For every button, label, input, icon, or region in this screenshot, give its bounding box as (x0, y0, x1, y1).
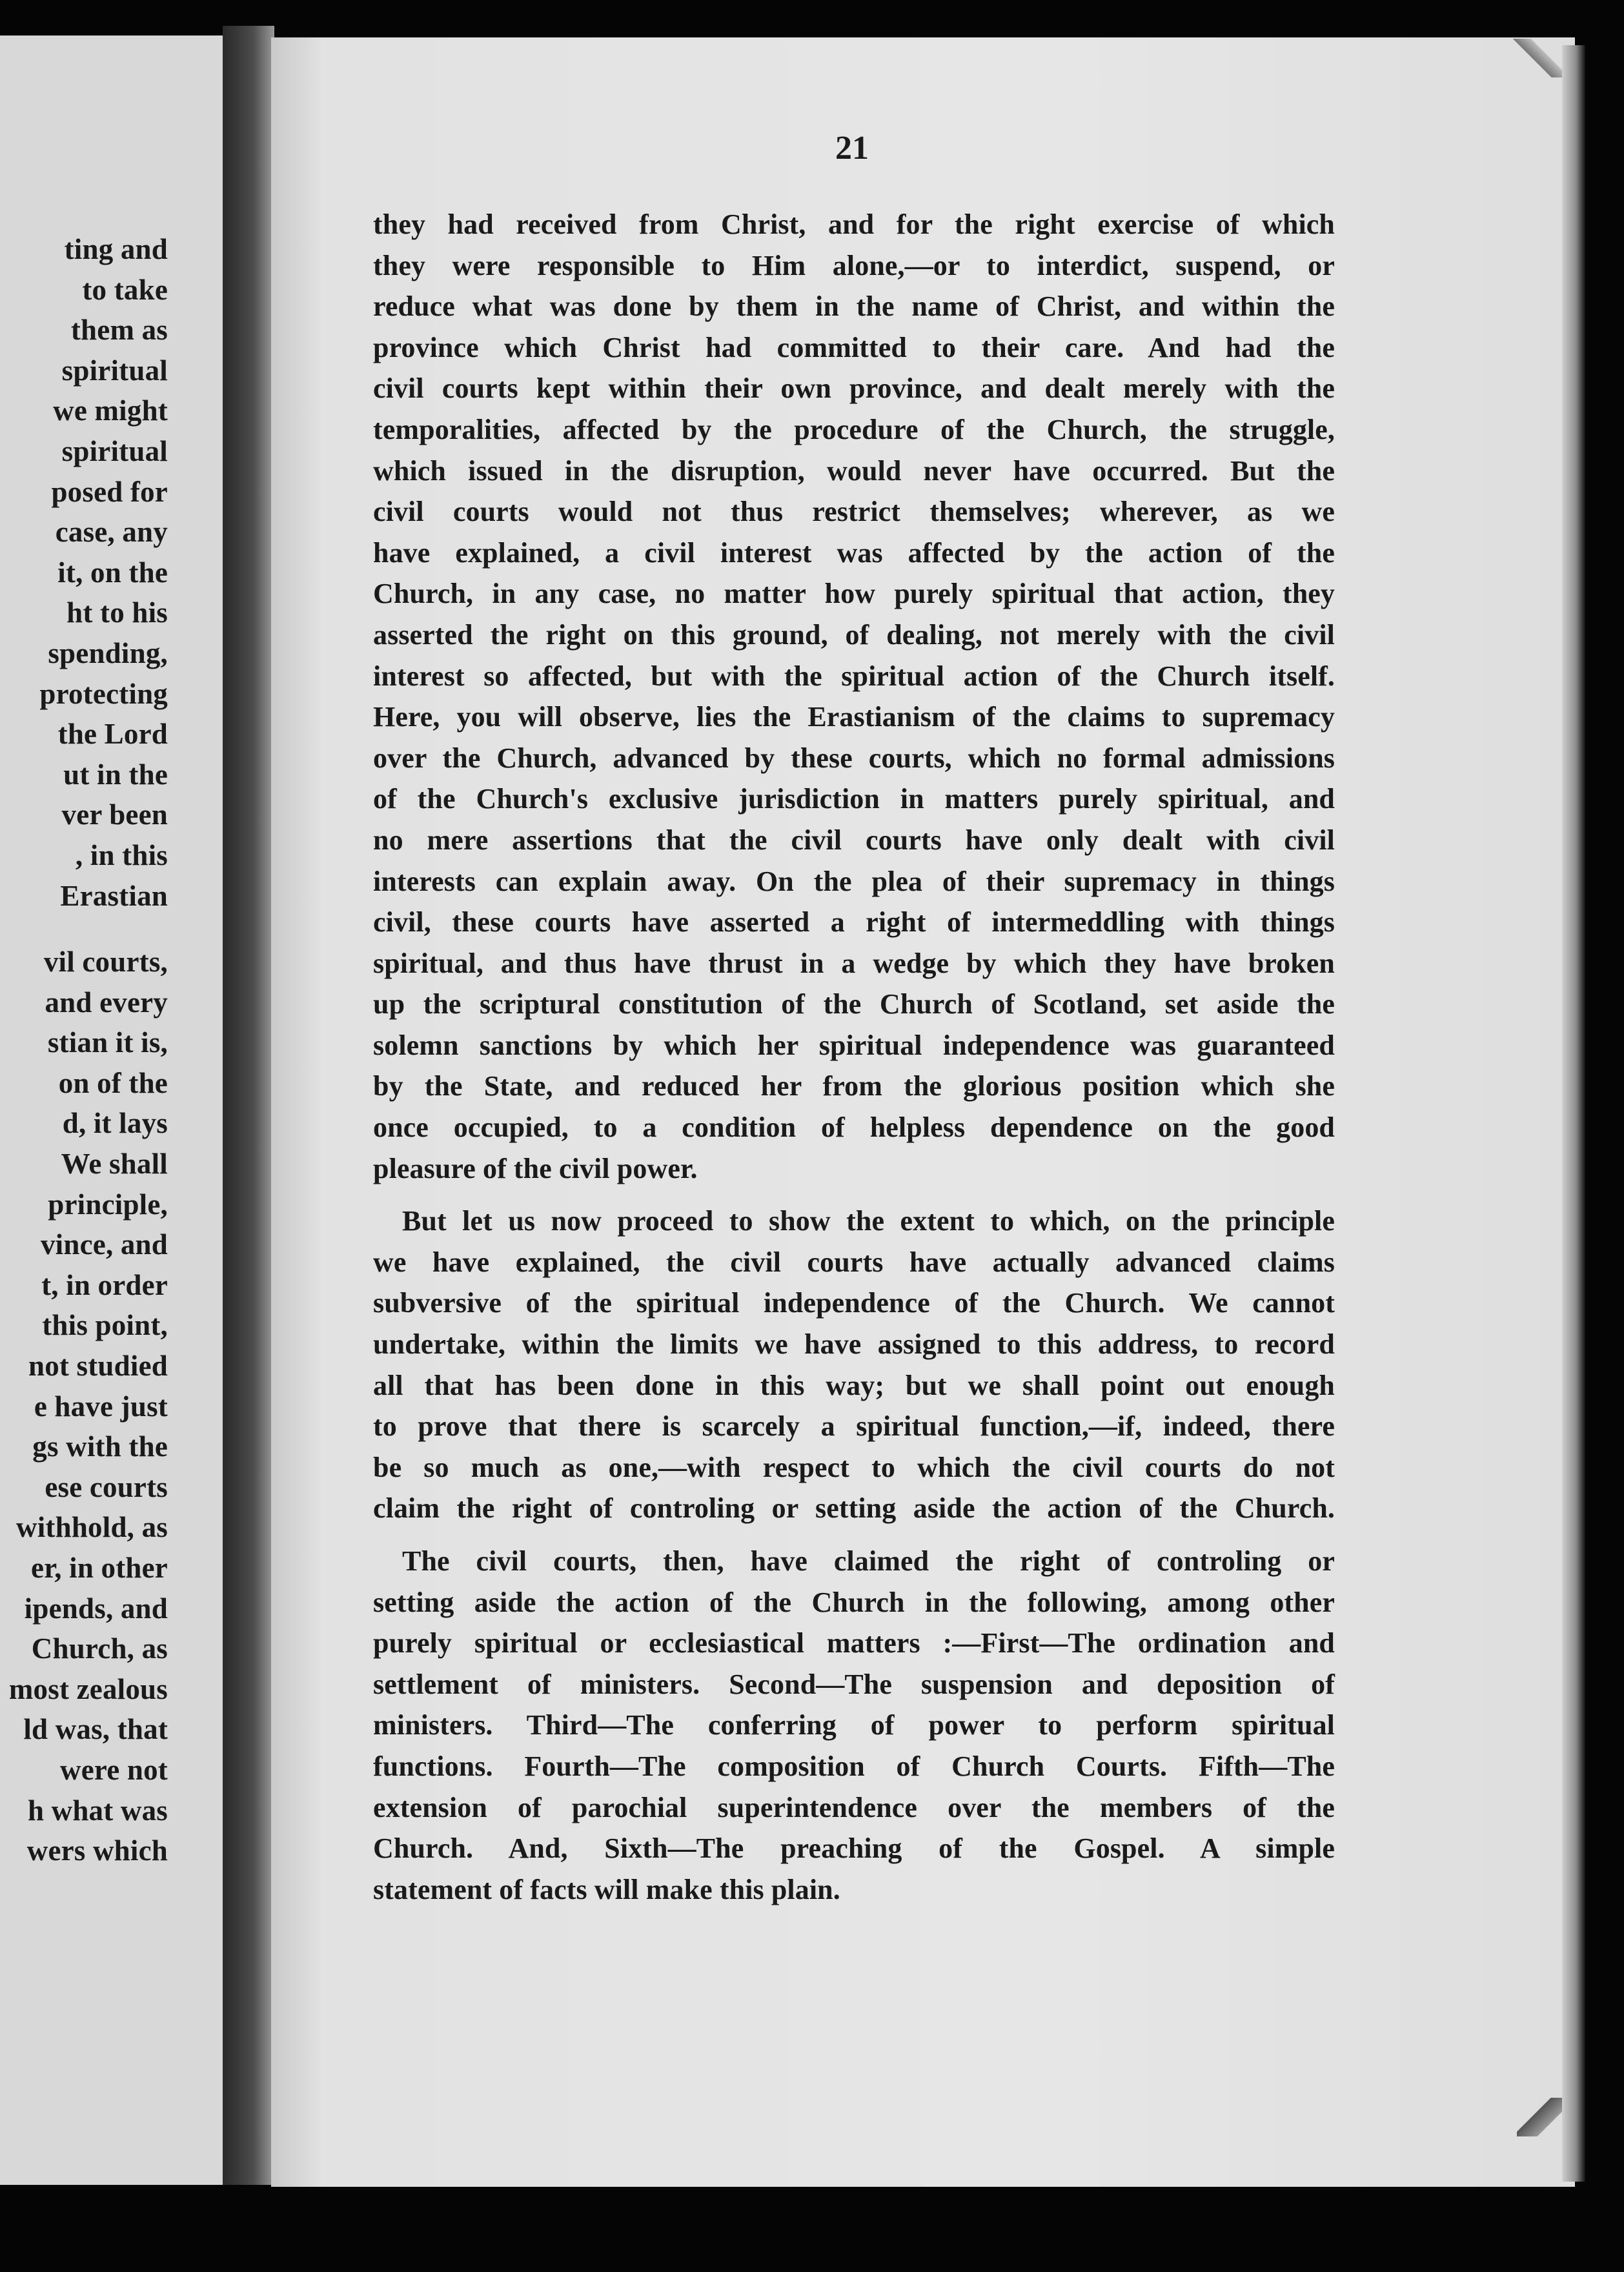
left-line: were not (60, 1753, 168, 1786)
text-line: we have explained, the civil courts have actually advanced claims (373, 1246, 1335, 1278)
left-line: We shall (61, 1148, 168, 1181)
left-line: not studied (28, 1350, 168, 1383)
left-line: ting and (64, 233, 168, 265)
paragraph-2 (373, 1201, 1335, 1529)
left-line: er, in other (31, 1552, 168, 1584)
left-line: d, it lays (62, 1107, 168, 1140)
text-line: asserted the right on this ground, of dealing, not merely with the civil (373, 618, 1335, 651)
text-line: province which Christ had committed to their care. And had the (373, 331, 1335, 363)
text-line: Church, in any case, no matter how purely spiritual that action, they (373, 578, 1335, 610)
left-line: spending, (48, 636, 168, 669)
text-line: Here, you will observe, lies the Erastianism of the claims to supremacy (373, 701, 1335, 733)
left-line: ver been (61, 798, 168, 831)
left-line: and every (45, 986, 168, 1019)
page-number: 21 (835, 130, 869, 167)
page-corner-top (1510, 39, 1562, 77)
text-line: have explained, a civil interest was affected by the action of the (373, 536, 1335, 569)
text-line: purely spiritual or ecclesiastical matters :—First—The ordination and (373, 1627, 1335, 1659)
text-line: extension of parochial superintendence over the members of the (373, 1791, 1335, 1823)
left-line: h what was (27, 1794, 168, 1827)
text-line: claim the right of controling or setting aside the action of the Church. (373, 1492, 1335, 1525)
left-line: gs with the (32, 1430, 168, 1463)
left-line (0, 916, 168, 942)
text-line: settlement of ministers. Second—The suspension and deposition of (373, 1668, 1335, 1700)
left-line: ut in the (63, 758, 168, 791)
left-line: t, in order (41, 1268, 168, 1301)
text-line: which issued in the disruption, would never have occurred. But the (373, 454, 1335, 487)
text-line: over the Church, advanced by these courts, which no formal admissions (373, 742, 1335, 774)
left-line: spiritual (61, 434, 168, 467)
page-corner-bottom (1517, 2098, 1562, 2136)
left-line: Erastian (60, 879, 168, 912)
left-line: it, on the (57, 556, 168, 589)
left-line: , in this (75, 838, 168, 871)
left-line: them as (70, 314, 168, 347)
text-line: spiritual, and thus have thrust in a wedge by which they have broken (373, 947, 1335, 979)
text-line: ministers. Third—The conferring of power to perform spiritual (373, 1709, 1335, 1741)
left-line: vil courts, (43, 946, 168, 979)
text-line: by the State, and reduced her from the glorious position which she (373, 1070, 1335, 1102)
left-line: we might (53, 394, 168, 427)
text-line: subversive of the spiritual independence of the Church. We cannot (373, 1287, 1335, 1319)
left-line: Church, as (31, 1632, 168, 1665)
text-line: Church. And, Sixth—The preaching of the Gospel. A simple (373, 1832, 1335, 1865)
left-line: posed for (51, 475, 168, 508)
text-line: be so much as one,—with respect to which the civil courts do not (373, 1451, 1335, 1483)
left-page-text (0, 229, 168, 1871)
left-line: ht to his (66, 596, 168, 629)
left-line: vince, and (40, 1228, 168, 1261)
text-line: solemn sanctions by which her spiritual independence was guaranteed (373, 1029, 1335, 1061)
text-line: once occupied, to a condition of helpless dependence on the good (373, 1111, 1335, 1144)
left-line: this point, (42, 1309, 168, 1342)
left-line: ese courts (45, 1470, 168, 1503)
text-line: statement of facts will make this plain. (373, 1873, 840, 1905)
left-page (0, 36, 239, 2185)
page-edge (1562, 45, 1585, 2182)
text-line: interests can explain away. On the plea of their supremacy in things (373, 865, 1335, 897)
left-line: protecting (39, 677, 168, 710)
left-line: wers which (26, 1834, 168, 1867)
text-line: civil, these courts have asserted a right of intermeddling with things (373, 906, 1335, 938)
left-line: case, any (55, 516, 168, 549)
text-line: setting aside the action of the Church in the following, among other (373, 1586, 1335, 1618)
left-line: ld was, that (23, 1713, 168, 1746)
paragraph-3 (373, 1541, 1335, 1910)
text-line: interest so affected, but with the spiritual action of the Church itself. (373, 660, 1335, 692)
left-line: to take (82, 273, 168, 306)
text-line: to prove that there is scarcely a spiritual function,—if, indeed, there (373, 1410, 1335, 1443)
left-line: ipends, and (24, 1592, 168, 1625)
text-line: reduce what was done by them in the name of Christ, and within the (373, 290, 1335, 323)
text-line: civil courts would not thus restrict themselves; wherever, as we (373, 496, 1335, 528)
text-line: pleasure of the civil power. (373, 1152, 698, 1184)
text-line: of the Church's exclusive jurisdiction in matters purely spiritual, and (373, 783, 1335, 815)
paragraph-1 (373, 204, 1335, 1189)
text-line: temporalities, affected by the procedure of the Church, the struggle, (373, 413, 1335, 445)
text-line: undertake, within the limits we have assigned to this address, to record (373, 1328, 1335, 1361)
left-line: spiritual (61, 354, 168, 387)
left-line: most zealous (8, 1672, 168, 1705)
left-line: stian it is, (47, 1026, 168, 1059)
left-line: the Lord (57, 718, 168, 751)
text-line: they had received from Christ, and for the right exercise of which (373, 208, 1335, 240)
left-line: withhold, as (16, 1511, 168, 1544)
text-line: up the scriptural constitution of the Church of Scotland, set aside the (373, 988, 1335, 1020)
left-line: on of the (58, 1066, 168, 1099)
text-line: all that has been done in this way; but we shall point out enough (373, 1369, 1335, 1401)
text-line: functions. Fourth—The composition of Church Courts. Fifth—The (373, 1750, 1335, 1782)
book-gutter (223, 26, 274, 2185)
text-line: civil courts kept within their own province, and dealt merely with the (373, 372, 1335, 405)
text-line: The civil courts, then, have claimed the right of controling or (402, 1545, 1335, 1577)
text-line: they were responsible to Him alone,—or to interdict, suspend, or (373, 249, 1335, 281)
body-text (373, 204, 1335, 1910)
left-line: principle, (48, 1188, 168, 1221)
text-line: no mere assertions that the civil courts have only dealt with civil (373, 824, 1335, 856)
text-line: But let us now proceed to show the extent to which, on the principle (402, 1205, 1335, 1237)
left-line: e have just (34, 1390, 168, 1423)
